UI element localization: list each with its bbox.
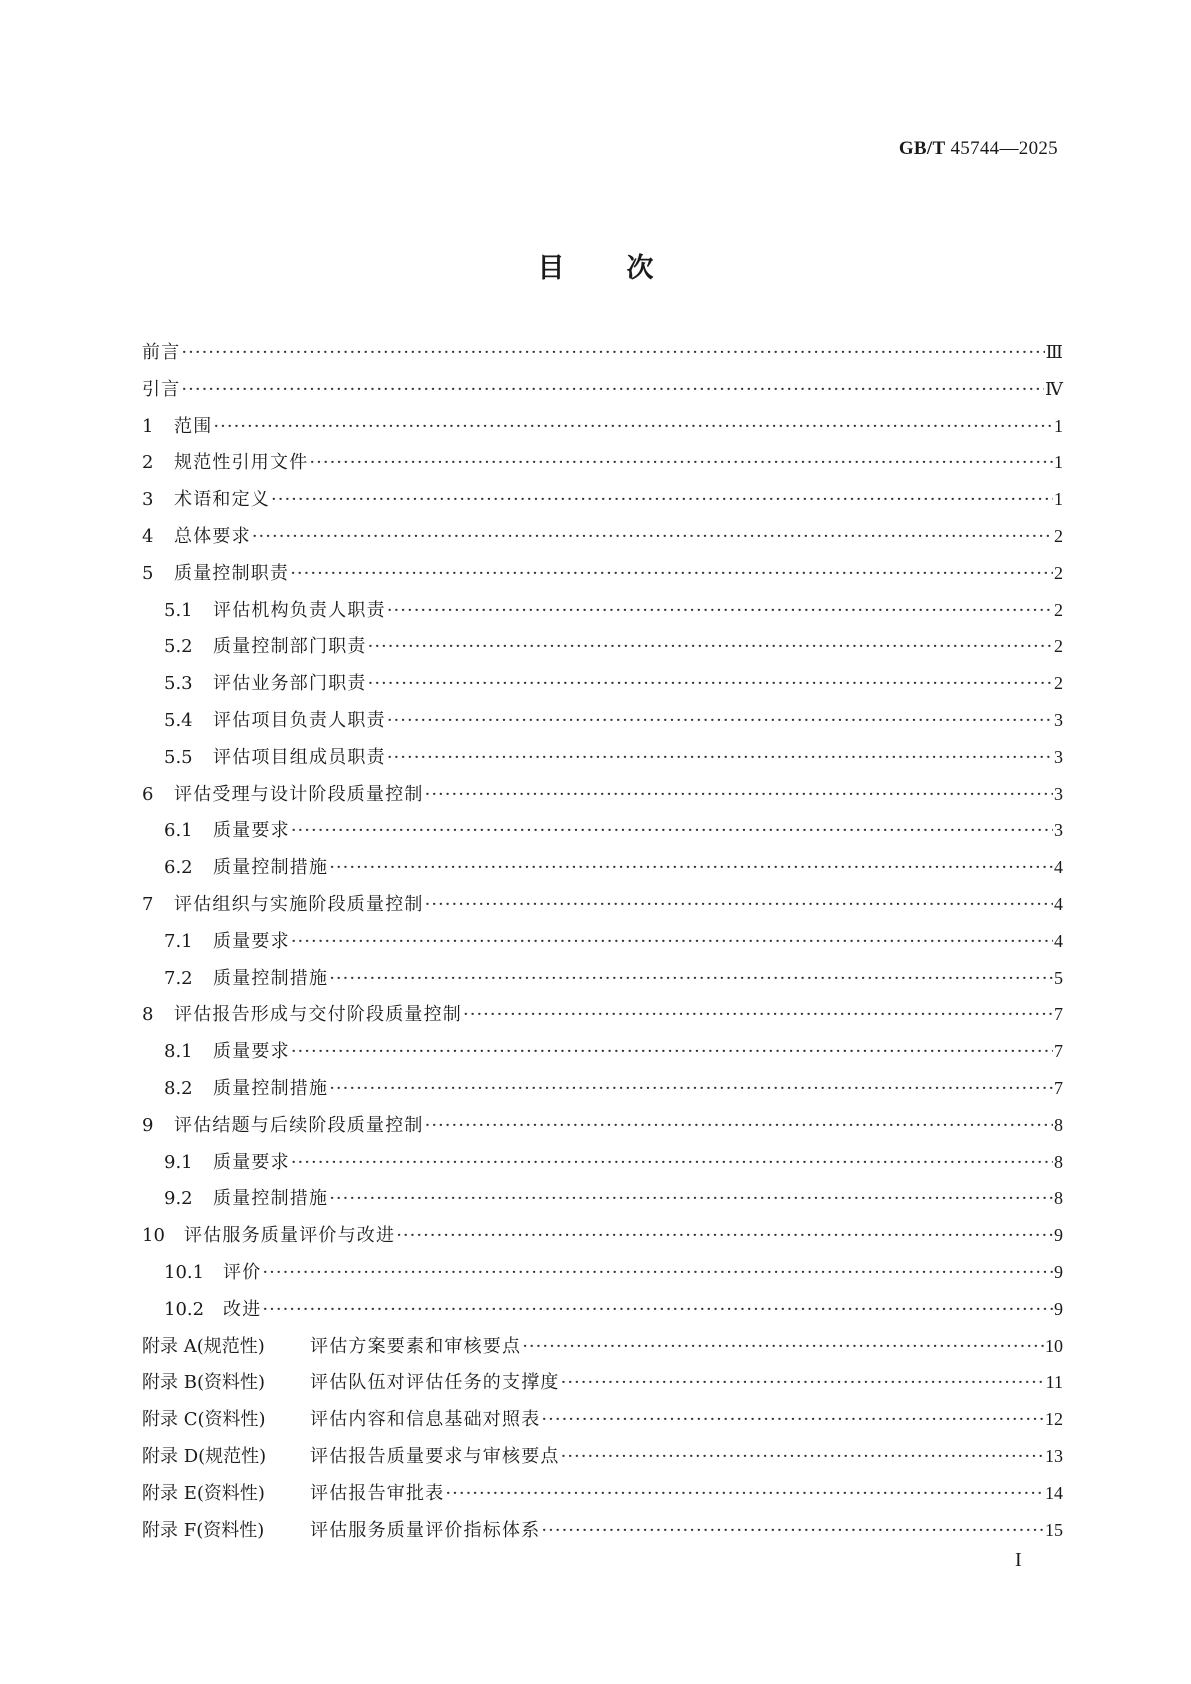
toc-entry-title: 范围 bbox=[174, 415, 213, 437]
toc-dot-leader bbox=[252, 526, 1053, 547]
toc-entry-page: 5 bbox=[1054, 967, 1063, 988]
toc-entry-number: 附录 C(资料性) bbox=[142, 1409, 266, 1431]
toc-entry-title: 质量控制措施 bbox=[213, 857, 329, 879]
toc-entry-page: Ⅲ bbox=[1045, 342, 1063, 362]
toc-dot-leader bbox=[425, 1115, 1053, 1136]
toc-dot-leader bbox=[181, 342, 1044, 363]
toc-entry-number: 3 bbox=[142, 489, 154, 511]
toc-entry-title: 质量要求 bbox=[213, 1151, 290, 1173]
toc-entry-title: 质量控制措施 bbox=[213, 1188, 329, 1210]
toc-entry-page: 1 bbox=[1054, 452, 1063, 473]
toc-entry[interactable] bbox=[142, 485, 1063, 522]
toc-dot-leader bbox=[387, 600, 1053, 621]
toc-entry-number: 附录 D(规范性) bbox=[142, 1445, 267, 1467]
toc-entry[interactable] bbox=[142, 669, 1063, 706]
toc-dot-leader bbox=[396, 1225, 1053, 1246]
toc-entry-page: 2 bbox=[1054, 599, 1063, 620]
toc-entry-title: 评估报告形成与交付阶段质量控制 bbox=[174, 1004, 462, 1026]
toc-dot-leader bbox=[561, 1372, 1045, 1393]
toc-entry-number: 10.2 bbox=[164, 1298, 205, 1320]
toc-dot-leader bbox=[425, 894, 1053, 915]
toc-entry[interactable] bbox=[142, 1295, 1063, 1332]
toc-entry[interactable] bbox=[142, 1111, 1063, 1148]
toc-dot-leader bbox=[291, 1041, 1053, 1062]
toc-entry-number: 4 bbox=[142, 525, 154, 547]
toc-dot-leader bbox=[368, 636, 1053, 657]
toc-dot-leader bbox=[425, 784, 1053, 805]
toc-entry-number: 1 bbox=[142, 415, 154, 437]
toc-entry-page: 14 bbox=[1045, 1482, 1063, 1503]
toc-entry[interactable] bbox=[142, 338, 1063, 375]
toc-dot-leader bbox=[541, 1520, 1044, 1541]
toc-entry-number: 8.1 bbox=[164, 1041, 193, 1063]
toc-entry-page: 2 bbox=[1054, 636, 1063, 657]
toc-entry-page: 3 bbox=[1054, 746, 1063, 767]
toc-entry-page: 9 bbox=[1054, 1225, 1063, 1246]
toc-entry-title: 总体要求 bbox=[174, 525, 251, 547]
toc-entry[interactable] bbox=[142, 927, 1063, 964]
standard-number bbox=[899, 138, 1058, 160]
toc-dot-leader bbox=[181, 379, 1044, 400]
toc-entry[interactable] bbox=[142, 1184, 1063, 1221]
toc-entry-number: 9.1 bbox=[164, 1151, 193, 1173]
toc-entry[interactable] bbox=[142, 1148, 1063, 1185]
standard-code: GB/T bbox=[898, 138, 946, 159]
toc-entry[interactable] bbox=[142, 780, 1063, 817]
toc-entry-title: 引言 bbox=[142, 378, 181, 400]
toc-entry-page: 2 bbox=[1054, 673, 1063, 694]
page-number: I bbox=[1015, 1549, 1022, 1571]
toc-entry-page: 9 bbox=[1054, 1261, 1063, 1282]
toc-entry-title: 质量控制措施 bbox=[213, 967, 329, 989]
toc-entry-page: 7 bbox=[1054, 1041, 1063, 1062]
toc-entry-title: 评估报告审批表 bbox=[310, 1482, 445, 1504]
toc-entry-number: 5.5 bbox=[164, 746, 193, 768]
toc-entry-page: 8 bbox=[1054, 1114, 1063, 1135]
toc-dot-leader bbox=[262, 1299, 1053, 1320]
toc-entry[interactable] bbox=[142, 1516, 1063, 1553]
toc-entry-page: 1 bbox=[1054, 415, 1063, 436]
toc-dot-leader bbox=[291, 1152, 1053, 1173]
toc-entry-number: 10.1 bbox=[164, 1261, 205, 1283]
toc-entry-number: 2 bbox=[142, 452, 154, 474]
toc-entry-title: 评估方案要素和审核要点 bbox=[310, 1335, 522, 1357]
toc-dot-leader bbox=[387, 747, 1053, 768]
toc-entry-number: 5.3 bbox=[164, 673, 193, 695]
toc-entry-number: 5 bbox=[142, 562, 154, 584]
toc-entry-page: 8 bbox=[1054, 1151, 1063, 1172]
toc-entry-title: 评估项目负责人职责 bbox=[213, 709, 386, 731]
toc-entry-number: 7.1 bbox=[164, 930, 193, 952]
toc-entry-page: 4 bbox=[1054, 930, 1063, 951]
toc-entry-page: 7 bbox=[1054, 1077, 1063, 1098]
toc-entry-page: 3 bbox=[1054, 783, 1063, 804]
toc-entry-title: 评估报告质量要求与审核要点 bbox=[310, 1445, 560, 1467]
toc-entry-title: 改进 bbox=[223, 1298, 262, 1320]
toc-entry-title: 前言 bbox=[142, 342, 181, 363]
toc-dot-leader bbox=[387, 710, 1053, 731]
toc-entry-number: 6 bbox=[142, 783, 154, 805]
toc-dot-leader bbox=[309, 452, 1053, 473]
toc-entry-title: 评估组织与实施阶段质量控制 bbox=[174, 893, 424, 915]
toc-entry[interactable] bbox=[142, 964, 1063, 1001]
toc-dot-leader bbox=[522, 1336, 1044, 1357]
toc-entry[interactable] bbox=[142, 375, 1063, 412]
toc-entry-number: 附录 A(规范性) bbox=[142, 1335, 265, 1357]
toc-entry[interactable] bbox=[142, 1221, 1063, 1258]
toc-entry[interactable] bbox=[142, 1332, 1063, 1369]
toc-entry-page: 9 bbox=[1054, 1298, 1063, 1319]
toc-entry[interactable] bbox=[142, 1000, 1063, 1037]
toc-entry-title: 质量控制部门职责 bbox=[213, 636, 367, 658]
toc-entry-number: 7 bbox=[142, 893, 154, 915]
toc-dot-leader bbox=[463, 1004, 1053, 1025]
toc-entry-title: 术语和定义 bbox=[174, 489, 270, 511]
toc-entry-title: 质量要求 bbox=[213, 820, 290, 842]
toc-dot-leader bbox=[262, 1262, 1053, 1283]
toc-entry-number: 7.2 bbox=[164, 967, 193, 989]
toc-entry-number: 5.4 bbox=[164, 709, 193, 731]
toc-entry[interactable] bbox=[142, 743, 1063, 780]
toc-dot-leader bbox=[291, 931, 1053, 952]
toc-entry-number: 9.2 bbox=[164, 1188, 193, 1210]
toc-entry-page: 11 bbox=[1045, 1372, 1063, 1393]
toc-entry-page: Ⅳ bbox=[1045, 378, 1063, 399]
toc-entry-number: 附录 F(资料性) bbox=[142, 1519, 265, 1541]
toc-entry[interactable] bbox=[142, 1258, 1063, 1295]
toc-entry-title: 质量要求 bbox=[213, 1041, 290, 1063]
toc-dot-leader bbox=[291, 820, 1053, 841]
toc-entry-page: 3 bbox=[1054, 709, 1063, 730]
toc-entry-page: 4 bbox=[1054, 857, 1063, 878]
toc-entry[interactable] bbox=[142, 1405, 1063, 1442]
toc-entry[interactable] bbox=[142, 559, 1063, 596]
toc-dot-leader bbox=[213, 416, 1053, 437]
toc-entry[interactable] bbox=[142, 448, 1063, 485]
toc-entry[interactable] bbox=[142, 706, 1063, 743]
toc-dot-leader bbox=[445, 1483, 1044, 1504]
toc-entry-page: 10 bbox=[1045, 1335, 1063, 1356]
toc-entry-number: 6.2 bbox=[164, 857, 193, 879]
toc-entry[interactable] bbox=[142, 632, 1063, 669]
toc-entry[interactable] bbox=[142, 890, 1063, 927]
toc-entry-title: 评估受理与设计阶段质量控制 bbox=[174, 783, 424, 805]
toc-dot-leader bbox=[271, 489, 1053, 510]
toc-entry-title: 评估服务质量评价与改进 bbox=[184, 1225, 396, 1247]
toc-dot-leader bbox=[329, 857, 1053, 878]
standard-year: 45744—2025 bbox=[945, 138, 1058, 159]
toc-entry-title: 规范性引用文件 bbox=[174, 452, 309, 474]
toc-entry-title: 评估服务质量评价指标体系 bbox=[310, 1519, 541, 1541]
toc-entry-title: 评估结题与后续阶段质量控制 bbox=[174, 1114, 424, 1136]
toc-entry-title: 评估队伍对评估任务的支撑度 bbox=[310, 1372, 560, 1394]
toc-entry-title: 评估项目组成员职责 bbox=[213, 746, 386, 768]
toc-entry-page: 12 bbox=[1045, 1409, 1063, 1430]
toc-entry[interactable] bbox=[142, 816, 1063, 853]
toc-entry[interactable] bbox=[142, 1479, 1063, 1516]
toc-dot-leader bbox=[329, 1078, 1053, 1099]
toc-entry[interactable] bbox=[142, 412, 1063, 449]
toc-entry[interactable] bbox=[142, 1037, 1063, 1074]
toc-entry[interactable] bbox=[142, 853, 1063, 890]
toc-entry-page: 3 bbox=[1054, 820, 1063, 841]
page-title: 目次 bbox=[537, 253, 716, 284]
toc-dot-leader bbox=[329, 968, 1053, 989]
toc-entry-number: 9 bbox=[142, 1114, 154, 1136]
toc-entry-title: 评估内容和信息基础对照表 bbox=[310, 1409, 541, 1431]
table-of-contents bbox=[142, 338, 1063, 1552]
toc-entry-number: 附录 B(资料性) bbox=[142, 1372, 265, 1394]
toc-entry-title: 评价 bbox=[223, 1261, 262, 1283]
toc-entry-title: 质量控制措施 bbox=[213, 1077, 329, 1099]
toc-entry-page: 15 bbox=[1045, 1519, 1063, 1540]
toc-entry-number: 5.1 bbox=[164, 599, 193, 621]
toc-entry-number: 附录 E(资料性) bbox=[142, 1482, 265, 1504]
toc-dot-leader bbox=[329, 1188, 1053, 1209]
toc-entry-title: 评估业务部门职责 bbox=[213, 673, 367, 695]
toc-entry-number: 5.2 bbox=[164, 636, 193, 658]
toc-entry[interactable] bbox=[142, 1074, 1063, 1111]
toc-entry-page: 8 bbox=[1054, 1188, 1063, 1209]
toc-entry-title: 质量要求 bbox=[213, 930, 290, 952]
toc-entry-number: 10 bbox=[142, 1225, 165, 1247]
toc-entry-page: 4 bbox=[1054, 893, 1063, 914]
toc-entry-title: 评估机构负责人职责 bbox=[213, 599, 386, 621]
toc-dot-leader bbox=[561, 1446, 1044, 1467]
toc-entry-page: 2 bbox=[1054, 525, 1063, 546]
toc-entry-page: 13 bbox=[1045, 1445, 1063, 1466]
toc-entry-number: 6.1 bbox=[164, 820, 193, 842]
toc-entry[interactable] bbox=[142, 522, 1063, 559]
toc-entry-page: 7 bbox=[1054, 1004, 1063, 1025]
toc-entry-page: 1 bbox=[1054, 489, 1063, 510]
toc-entry-page: 2 bbox=[1054, 562, 1063, 583]
toc-entry[interactable] bbox=[142, 596, 1063, 633]
toc-dot-leader bbox=[368, 673, 1053, 694]
toc-entry[interactable] bbox=[142, 1442, 1063, 1479]
toc-entry-number: 8 bbox=[142, 1004, 154, 1026]
toc-dot-leader bbox=[541, 1409, 1044, 1430]
toc-dot-leader bbox=[290, 563, 1053, 584]
toc-entry[interactable] bbox=[142, 1368, 1063, 1405]
toc-entry-title: 质量控制职责 bbox=[174, 562, 290, 584]
toc-entry-number: 8.2 bbox=[164, 1077, 193, 1099]
